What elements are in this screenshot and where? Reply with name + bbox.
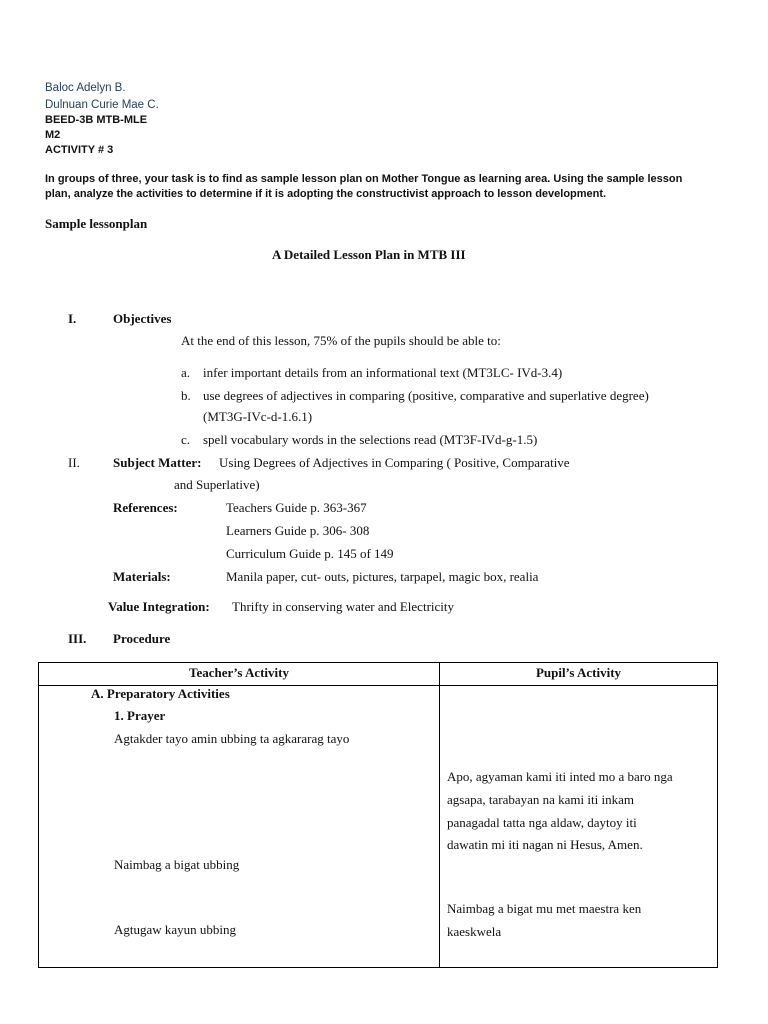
module-label: M2 [45, 129, 61, 141]
objective-text-b: use degrees of adjectives in comparing (positive, comparative and superlative degree) [203, 388, 649, 403]
course-label: BEED-3B MTB-MLE [45, 114, 148, 126]
objective-letter-a: a. [181, 365, 191, 380]
student-name-2: Dulnuan Curie Mae C. [45, 99, 159, 111]
objective-text-a: infer important details from an informational text (MT3LC- IVd-3.4) [203, 365, 563, 380]
section-preparatory: A. Preparatory Activities [91, 686, 230, 701]
plan-title: A Detailed Lesson Plan in MTB III [272, 247, 466, 262]
subject-heading: Subject Matter: [113, 455, 202, 470]
instructions-line-2: plan, analyze the activities to determine if it is adopting the constructivist approach to lesson development. [45, 188, 607, 200]
objectives-heading: Objectives [113, 311, 172, 326]
pupil-line: agsapa, tarabayan na kami iti inkam [447, 792, 634, 807]
reference-item: Teachers Guide p. 363-367 [226, 500, 367, 515]
pupil-activity-cell [440, 686, 718, 968]
value-integration-text: Thrifty in conserving water and Electricity [232, 599, 455, 614]
pupil-line: panagadal tatta nga aldaw, daytoy iti [447, 815, 637, 830]
objective-text-c: spell vocabulary words in the selections read (MT3F-IVd-g-1.5) [203, 432, 538, 447]
value-integration-label: Value Integration: [108, 599, 210, 614]
reference-item: Learners Guide p. 306- 308 [226, 523, 370, 538]
procedure-table [38, 662, 718, 968]
pupil-line: Apo, agyaman kami iti inted mo a baro nga [447, 769, 673, 784]
sample-lesson-label: Sample lessonplan [45, 216, 148, 231]
subject-numeral: II. [68, 455, 80, 470]
objective-letter-c: c. [181, 432, 191, 447]
subject-text: Using Degrees of Adjectives in Comparing ( Positive, Comparative [219, 455, 570, 470]
pupil-line: dawatin mi iti nagan ni Hesus, Amen. [447, 837, 643, 852]
objectives-intro: At the end of this lesson, 75% of the pupils should be able to: [181, 333, 501, 348]
teacher-line: Naimbag a bigat ubbing [114, 857, 240, 872]
teacher-activity-header: Teacher’s Activity [39, 663, 440, 686]
pupil-line: kaeskwela [447, 924, 502, 939]
references-label: References: [113, 500, 178, 515]
instructions-line-1: In groups of three, your task is to find as sample lesson plan on Mother Tongue as learning area. Using the sample lesson [45, 173, 683, 185]
teacher-line: Agtugaw kayun ubbing [114, 922, 237, 937]
objectives-numeral: I. [68, 311, 77, 326]
procedure-heading: Procedure [113, 631, 171, 646]
pupil-line: Naimbag a bigat mu met maestra ken [447, 901, 642, 916]
objective-letter-b: b. [181, 388, 191, 403]
materials-label: Materials: [113, 569, 171, 584]
subject-text-cont: and Superlative) [174, 477, 260, 492]
reference-item: Curriculum Guide p. 145 of 149 [226, 546, 394, 561]
subsection-prayer: 1. Prayer [114, 708, 166, 723]
activity-label: ACTIVITY # 3 [45, 144, 114, 156]
materials-text: Manila paper, cut- outs, pictures, tarpapel, magic box, realia [226, 569, 539, 584]
teacher-activity-cell [39, 686, 440, 968]
procedure-numeral: III. [68, 631, 87, 646]
teacher-line: Agtakder tayo amin ubbing ta agkararag tayo [114, 731, 350, 746]
objective-text-b-cont: (MT3G-IVc-d-1.6.1) [203, 409, 313, 424]
pupil-activity-header: Pupil’s Activity [440, 663, 718, 686]
student-name-1: Baloc Adelyn B. [45, 82, 126, 94]
